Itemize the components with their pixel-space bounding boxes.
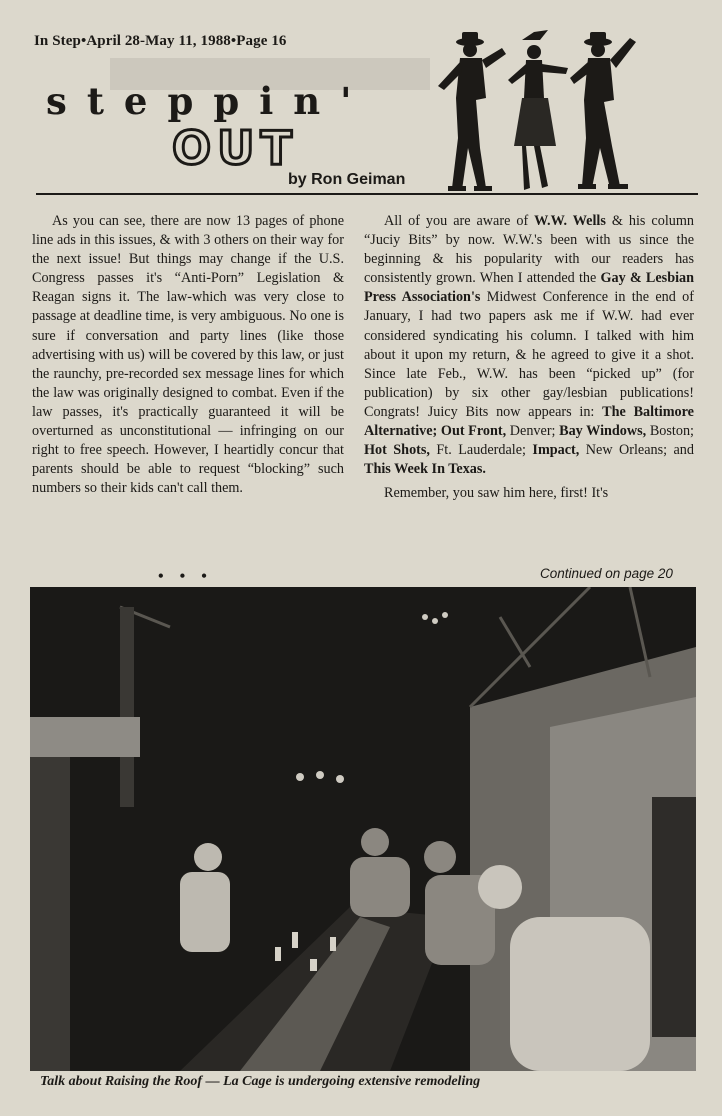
title-out: OUT (172, 121, 298, 175)
bar-photo (30, 587, 696, 1071)
title-steppin: steppin' (46, 79, 372, 123)
article-left-column (32, 212, 344, 498)
byline: by Ron Geiman (288, 171, 406, 188)
article-right-column (364, 212, 694, 503)
photo-caption: Talk about Raising the Roof — La Cage is undergoing extensive remodeling (40, 1074, 481, 1089)
article-paragraph: All of you are aware of W.W. Wells & his column “Juciy Bits” by now. W.W.'s been with us since the beginning & his popularity with our readers has consistently grown. When I attended the Gay & Lesbian Press Association's Midwest Conference in the end of January, I had two papers ask me if W.W. had ever considered syndicating his column. I talked with him about it upon my return, & he agreed to give it a shot. Since late Feb., W.W. has been “picked up” (for publication) by six other gay/lesbian publications! Congrats! Juicy Bits now appears in: The Baltimore Alternative; Out Front, Denver; Bay Windows, Boston; Hot Shots, Ft. Lauderdale; Impact, New Orleans; and This Week In Texas. (364, 213, 695, 478)
bar-photo-image (30, 587, 696, 1071)
page-folio: In Step•April 28-May 11, 1988•Page 16 (34, 33, 287, 49)
continued-note: Continued on page 20 (540, 566, 673, 581)
article-paragraph: Remember, you saw him here, first! It's (384, 485, 609, 502)
article-paragraph: As you can see, there are now 13 pages of phone line ads in this issues, & with 3 others on their way for the next issue! But things may change if the U.S. Congress passes it's “Anti-Porn” Legislation & Reagan signs it. The law-which was very close to passage at deadline time, is very ambiguous. No one is sure if conversation and party lines (like those advertising with us) will be covered by this law, or just the raunchy, pre-recorded sex message lines for which the law was originally designed to combat. Even if the law passes, it's practically guaranteed it will be overturned as unconstitutional — infringing on our right to free speech. However, I heartidly concur that parents should be able to request “blocking” such numbers so their kids can't call them. (32, 213, 344, 497)
masthead-rule (36, 193, 698, 195)
dancers-illustration (430, 28, 644, 198)
section-separator: • • • (158, 568, 213, 585)
